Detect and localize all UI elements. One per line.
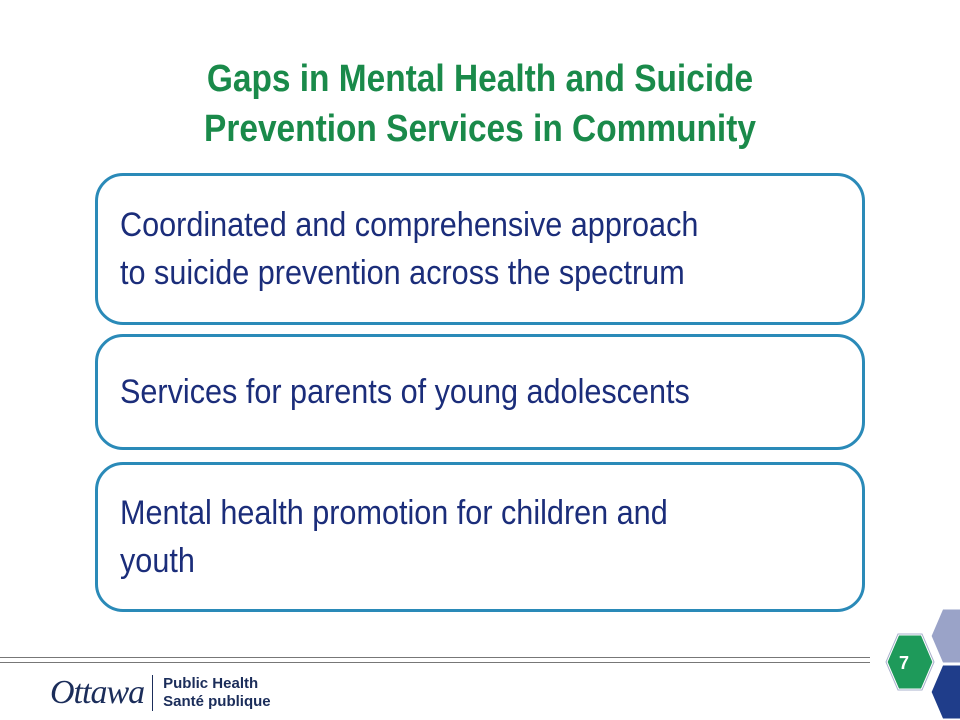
- gap-item-1: [95, 173, 865, 325]
- page-number: 7: [898, 653, 909, 673]
- gap-item-2: [95, 334, 865, 450]
- gap-item-3: [95, 462, 865, 612]
- ottawa-logo: [50, 668, 271, 718]
- gap-item-3-line-1: Mental health promotion for children and: [120, 494, 668, 532]
- logo-org-text: [163, 675, 271, 711]
- logo-org-line-2: Santé publique: [163, 693, 271, 710]
- logo-separator: [152, 675, 153, 711]
- slide-title-line-1: Gaps in Mental Health and Suicide: [206, 58, 754, 100]
- gap-item-3-line-2: youth: [120, 542, 195, 580]
- hexagon-top-icon: [930, 608, 960, 664]
- logo-org-line-1: Public Health: [163, 675, 259, 692]
- slide-title: [93, 54, 867, 154]
- hexagon-bottom-icon: [930, 664, 960, 720]
- gap-item-1-line-2: to suicide prevention across the spectrum: [120, 254, 685, 292]
- footer-divider-bottom: [0, 662, 870, 663]
- slide-title-line-2: Prevention Services in Community: [204, 108, 756, 150]
- footer-divider-top: [0, 657, 870, 658]
- ottawa-logo-word: Ottawa: [50, 674, 145, 711]
- gap-item-2-line-1: Services for parents of young adolescents: [120, 373, 690, 411]
- gap-item-1-line-1: Coordinated and comprehensive approach: [120, 206, 699, 244]
